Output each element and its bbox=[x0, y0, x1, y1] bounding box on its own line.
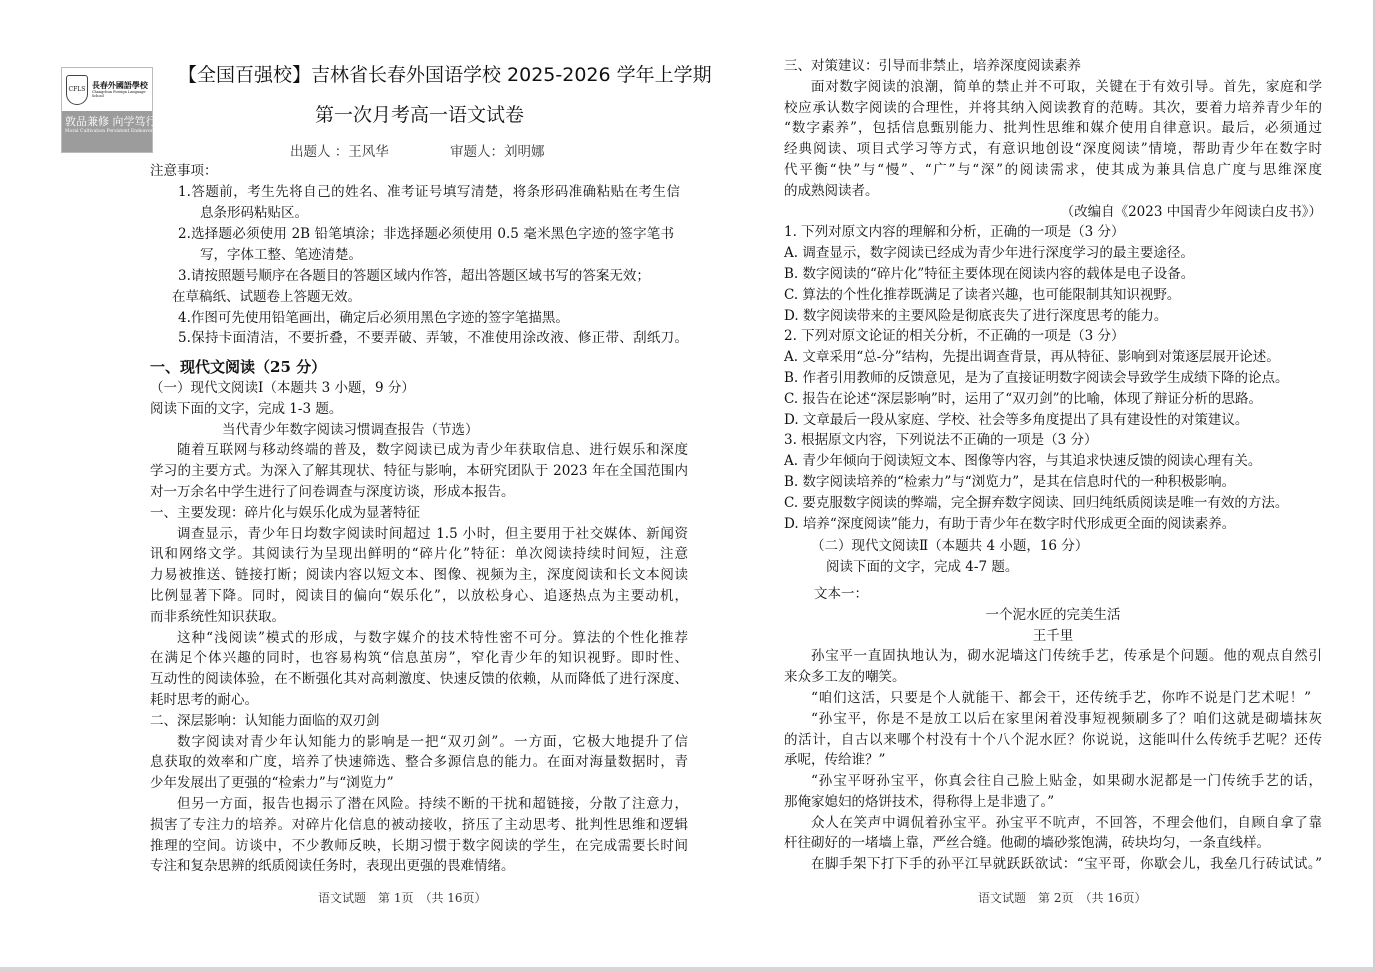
question-stem: 1. 下列对原文内容的理解和分析，正确的一项是（3 分） bbox=[784, 224, 1125, 241]
question-option: D. 数字阅读带来的主要风险是彻底丧失了进行深度思考的能力。 bbox=[784, 307, 1168, 324]
story-title: 一个泥水匠的完美生活 bbox=[985, 606, 1121, 623]
story-line: 承呢，传给谁？” bbox=[784, 752, 886, 769]
story-line: 的活计，自古以来哪个村没有十个八个泥水匠？你说说，这能叫什么传统手艺呢？还传 bbox=[784, 731, 1322, 748]
question-option: B. 数字阅读培养的“检索力”与“浏览力”，是其在信息时代的一种积极影响。 bbox=[784, 473, 1236, 490]
notice-heading: 注意事项： bbox=[150, 163, 218, 179]
notice-line: 在草稿纸、试题卷上答题无效。 bbox=[172, 288, 361, 305]
page-footer-1: 语文试题 第 1页 （共 16页） bbox=[318, 891, 487, 905]
logo-motto: 敦品兼修 向学笃行 bbox=[65, 115, 157, 128]
notice-line: 5.保持卡面清洁，不要折叠，不要弄破、弄皱，不准使用涂改液、修正带、刮纸刀。 bbox=[178, 330, 688, 347]
passage-line: 比例显著下降。同时，阅读目的偏向“娱乐化”，以放松身心、追逐热点为主要动机， bbox=[150, 587, 688, 604]
part1-instruction: 阅读下面的文字，完成 1-3 题。 bbox=[150, 400, 343, 417]
left-column bbox=[150, 161, 688, 877]
part1-heading: （一）现代文阅读Ⅰ（本题共 3 小题，9 分） bbox=[150, 379, 415, 396]
passage-source: （改编自《2023 中国青少年阅读白皮书》） bbox=[1060, 203, 1322, 220]
notice-line: 息条形码粘贴区。 bbox=[200, 204, 308, 221]
question-option: A. 青少年倾向于阅读短文本、图像等内容，与其追求快速反馈的阅读心理有关。 bbox=[784, 453, 1262, 470]
passage-subheading: 二、深层影响：认知能力面临的双刃剑 bbox=[150, 712, 380, 729]
passage-title: 当代青少年数字阅读习惯调查报告（节选） bbox=[222, 421, 479, 438]
question-option: D. 培养“深度阅读”能力，有助于青少年在数字时代形成更全面的阅读素养。 bbox=[784, 515, 1236, 532]
passage-line: 随着互联网与移动终端的普及，数字阅读已成为青少年获取信息、进行娱乐和深度 bbox=[177, 442, 688, 459]
notice-line: 2.选择题必须使用 2B 铅笔填涂；非选择题必须使用 0.5 毫米黑色字迹的签字笔书 bbox=[178, 226, 674, 243]
passage-line: “数字素养”，包括信息甄别能力、批判性思维和媒介使用自律意识。最后，必须通过 bbox=[784, 120, 1322, 137]
passage-line: 的成熟阅读者。 bbox=[784, 182, 879, 199]
question-author: 出题人 ：王风华 bbox=[290, 144, 389, 160]
question-option: C. 算法的个性化推荐既满足了读者兴趣，也可能限制其知识视野。 bbox=[784, 286, 1181, 303]
notice-line: 写，字体工整、笔迹清楚。 bbox=[200, 247, 362, 264]
passage-line: 经典阅读、项目式学习等方式，有意识地创设“深度阅读”情境，帮助青少年在数字时 bbox=[784, 141, 1322, 158]
passage-line: 讯和网络文学。其阅读行为呈现出鲜明的“碎片化”特征：单次阅读持续时间短，注意 bbox=[150, 546, 688, 563]
passage-line: 力易被推送、链接打断；阅读内容以短文本、图像、视频为主，深度阅读和长文本阅读 bbox=[150, 567, 688, 584]
passage-line: 学习的主要方式。为深入了解其现状、特征与影响，本研究团队于 2023 年在全国范围内 bbox=[150, 463, 688, 480]
question-option: A. 调查显示，数字阅读已经成为青少年进行深度学习的最主要途径。 bbox=[784, 245, 1194, 262]
story-line: “咱们这活，只要是个人就能干、都会干，还传统手艺，你咋不说是门艺术呢！” bbox=[811, 689, 1311, 706]
passage-line: 对一万余名中学生进行了问卷调查与深度访谈，形成本报告。 bbox=[150, 483, 515, 500]
question-option: C. 报告在论述“深层影响”时，运用了“双刃剑”的比喻，体现了辩证分析的思路。 bbox=[784, 390, 1263, 407]
question-option: B. 数字阅读的“碎片化”特征主要体现在阅读内容的载体是电子设备。 bbox=[784, 265, 1195, 282]
question-reviewer: 审题人：刘明娜 bbox=[450, 144, 545, 160]
passage-line: 面对数字阅读的浪潮，简单的禁止并不可取，关键在于有效引导。首先，家庭和学 bbox=[811, 78, 1322, 95]
logo-motto-en: Moral Cultivation Persistent Endeavor bbox=[65, 129, 153, 134]
passage-subheading: 一、主要发现：碎片化与娱乐化成为显著特征 bbox=[150, 504, 420, 521]
logo-school-name-en: Changchun Foreign Language School bbox=[91, 90, 146, 98]
passage-line: 推理的空间。访谈中，不少教师反映，长期习惯于数字阅读的学生，在完成需要长时间 bbox=[150, 837, 688, 854]
passage-line: 息获取的效率和广度，培养了快速筛选、整合多源信息的能力。在面对海量数据时，青 bbox=[150, 754, 688, 771]
school-seal-icon: CFLS bbox=[66, 75, 88, 105]
passage-line: 调查显示，青少年日均数字阅读时间超过 1.5 小时，但主要用于社交媒体、新闻资 bbox=[177, 525, 688, 542]
passage-line: 而非系统性知识获取。 bbox=[150, 608, 285, 625]
story-line: 众人在笑声中调侃着孙宝平。孙宝平不吭声，不回答，不理会他们，自顾自拿了靠 bbox=[811, 814, 1322, 831]
notice-line: 4.作图可先使用铅笔画出，确定后必须用黑色字迹的签字笔描黑。 bbox=[178, 309, 569, 326]
story-author: 王千里 bbox=[1032, 627, 1074, 644]
section-heading: 一、现代文阅读（25 分） bbox=[150, 358, 327, 377]
question-stem: 3. 根据原文内容，下列说法不正确的一项是（3 分） bbox=[784, 432, 1098, 449]
logo-school-name: 長春外國語學校 bbox=[91, 80, 148, 90]
passage-line: 在满足个体兴趣的同时，也容易构筑“信息茧房”，窄化青少年的知识视野。即时性、 bbox=[150, 650, 688, 667]
exam-title-line2: 第一次月考高一语文试卷 bbox=[315, 104, 525, 126]
question-option: B. 作者引用教师的反馈意见，是为了直接证明数字阅读会导致学生成绩下降的论点。 bbox=[784, 369, 1289, 386]
story-line: 在脚手架下打下手的孙平江早就跃跃欲试：“宝平哥，你歇会儿，我垒几行砖试试。” bbox=[811, 856, 1322, 873]
story-line: 孙宝平一直固执地认为，砌水泥墙这门传统手艺，传承是个问题。他的观点自然引 bbox=[811, 648, 1322, 665]
passage-line: 互动性的阅读体验，在不断强化其对高刺激度、快速反馈的依赖，从而降低了进行深度、 bbox=[150, 671, 688, 688]
story-line: 来众多工友的嘲笑。 bbox=[784, 669, 906, 686]
story-line: 杆往砌好的一堵墙上靠，严丝合缝。他砌的墙砂浆饱满，砖块均匀，一条直线样。 bbox=[784, 835, 1270, 852]
passage-line: 这种“浅阅读”模式的形成，与数字媒介的技术特性密不可分。算法的个性化推荐 bbox=[177, 629, 688, 646]
school-logo bbox=[61, 67, 157, 153]
passage-line: 但另一方面，报告也揭示了潜在风险。持续不断的干扰和超链接，分散了注意力， bbox=[177, 795, 688, 812]
passage-line: 少年发展出了更强的“检索力”与“浏览力” bbox=[150, 775, 394, 792]
page-footer-2: 语文试题 第 2页 （共 16页） bbox=[978, 891, 1147, 905]
text1-label: 文本一： bbox=[814, 585, 868, 602]
question-option: C. 要克服数字阅读的弊端，完全摒弃数字阅读、回归纯纸质阅读是唯一有效的方法。 bbox=[784, 494, 1289, 511]
passage-line: 损害了专注力的培养。对碎片化信息的被动接收，挤压了主动思考、批判性思维和逻辑 bbox=[150, 816, 688, 833]
story-line: “孙宝平呀孙宝平，你真会往自己脸上贴金，如果砌水泥都是一门传统手艺的话， bbox=[811, 773, 1322, 790]
passage-line: 耗时思考的耐心。 bbox=[150, 691, 258, 708]
passage-line: 专注和复杂思辨的纸质阅读任务时，表现出更强的畏难情绪。 bbox=[150, 858, 515, 875]
part2-instruction: 阅读下面的文字，完成 4-7 题。 bbox=[826, 559, 1019, 576]
question-stem: 2. 下列对原文论证的相关分析，不正确的一项是（3 分） bbox=[784, 328, 1125, 345]
notice-line: 1.答题前，考生先将自己的姓名、准考证号填写清楚，将条形码准确粘贴在考生信 bbox=[178, 183, 680, 200]
part2-heading: （二）现代文阅读Ⅱ（本题共 4 小题，16 分） bbox=[811, 538, 1089, 555]
passage-line: 数字阅读对青少年认知能力的影响是一把“双刃剑”。一方面，它极大地提升了信 bbox=[177, 733, 688, 750]
exam-title-line1: 【全国百强校】吉林省长春外国语学校 2025-2026 学年上学期 bbox=[178, 64, 712, 86]
notice-line: 3.请按照题号顺序在各题目的答题区域内作答，超出答题区域书写的答案无效； bbox=[178, 267, 650, 284]
question-option: D. 文章最后一段从家庭、学校、社会等多角度提出了具有建设性的对策建议。 bbox=[784, 411, 1249, 428]
passage-line: 校应承认数字阅读的合理性，并将其纳入阅读教育的范畴。其次，要着力培养青少年的 bbox=[784, 99, 1322, 116]
story-line: 那俺家媳妇的烙饼技术，得称得上是非遗了。” bbox=[784, 793, 1055, 810]
passage-line: 代平衡“快”与“慢”、“广”与“深”的阅读需求，使其成为兼具信息广度与思维深度 bbox=[784, 161, 1322, 178]
passage-subheading: 三、对策建议：引导而非禁止，培养深度阅读素养 bbox=[784, 58, 1081, 74]
right-column bbox=[784, 56, 1322, 875]
story-line: “孙宝平，你是不是放工以后在家里闲着没事短视频刷多了？咱们这就是砌墙抹灰 bbox=[811, 710, 1322, 727]
question-option: A. 文章采用“总-分”结构，先提出调查背景，再从特征、影响到对策逐层展开论述。 bbox=[784, 349, 1280, 366]
